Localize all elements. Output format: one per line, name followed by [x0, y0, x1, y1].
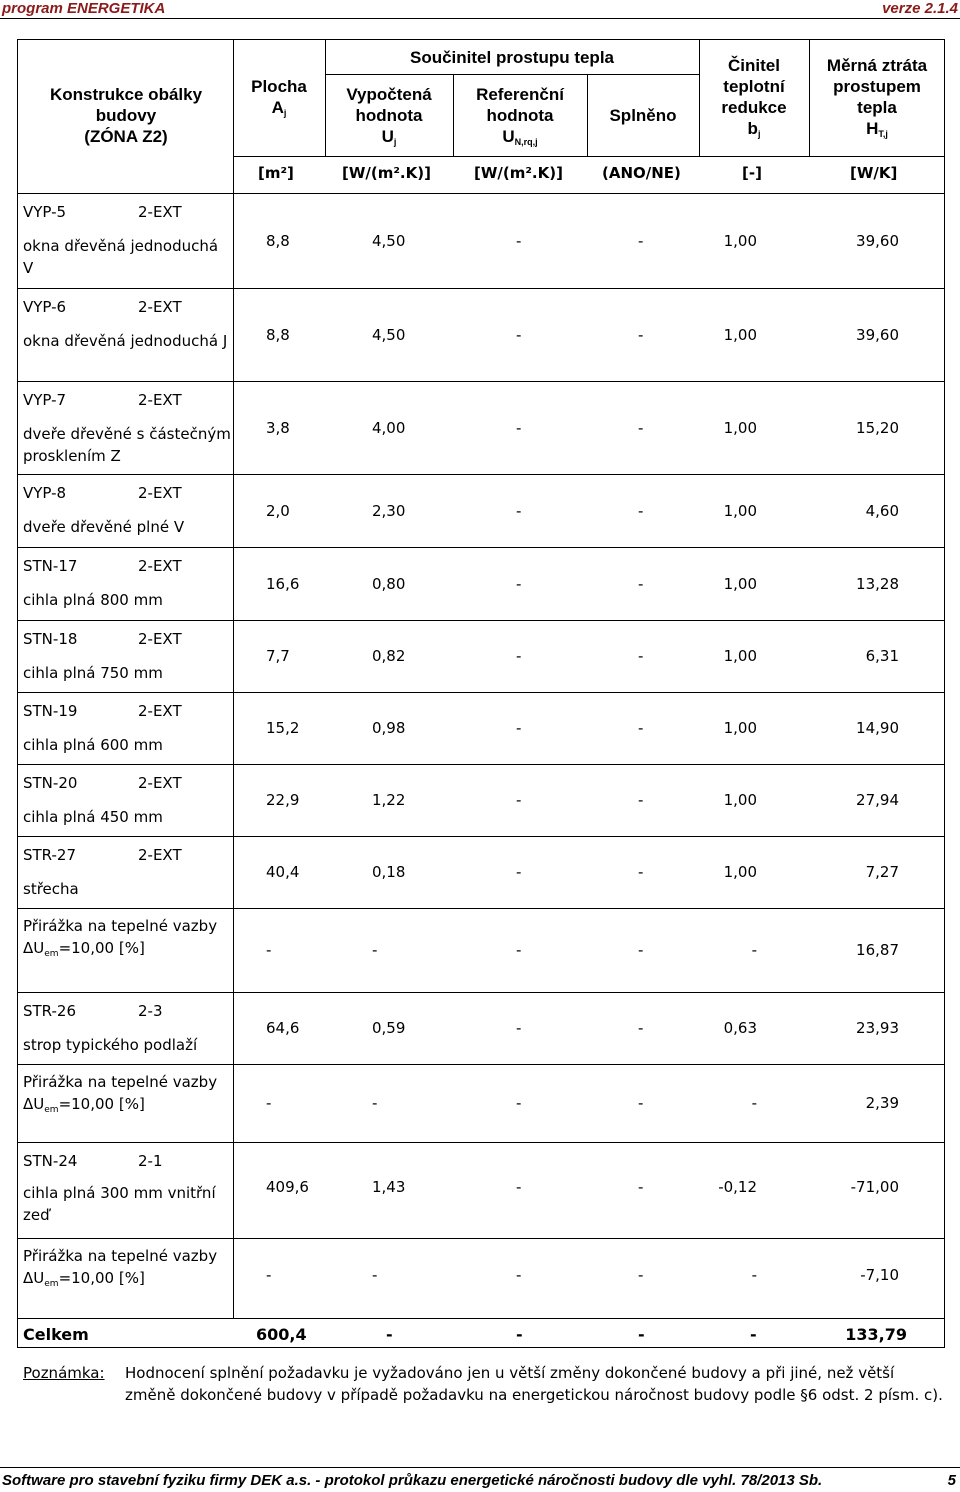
- row-area: 22,9: [266, 791, 300, 809]
- row-code: STN-24: [23, 1152, 78, 1170]
- protocol-footer-bar: [0, 1467, 960, 1492]
- total-label: Celkem: [23, 1325, 89, 1344]
- header-ref-sub: N,rq,j: [514, 137, 538, 147]
- row-description: okna dřevěná jednoduchá J: [23, 332, 228, 350]
- header-loss-l3: tepla: [857, 98, 897, 117]
- header-construction: [20, 84, 232, 147]
- row-u-ref: -: [516, 719, 522, 737]
- row-du-value: =10,00 [%]: [58, 1269, 145, 1287]
- row-area: 16,6: [266, 575, 300, 593]
- header-loss-l1: Měrná ztráta: [826, 56, 928, 75]
- header-area-sub: j: [283, 108, 287, 118]
- row-u-ref: -: [516, 1019, 522, 1037]
- row-met: -: [638, 719, 644, 737]
- row-description: cihla plná 750 mm: [23, 664, 163, 682]
- row-context: 2-EXT: [138, 298, 182, 316]
- row-u: 1,43: [372, 1178, 406, 1196]
- row-code: STR-26: [23, 1002, 76, 1020]
- row-du-sub: em: [44, 1279, 59, 1289]
- table-row: [0, 992, 945, 1064]
- row-code: STN-19: [23, 702, 78, 720]
- footer-text: Software pro stavební fyziku firmy DEK a.s. - protokol průkazu energetické náročnosti budovy dle vyhl. 78/2013 Sb.: [2, 1472, 823, 1489]
- row-met: -: [638, 1094, 644, 1112]
- row-area: 8,8: [266, 232, 290, 250]
- header-calc-l2: hodnota: [355, 106, 423, 125]
- row-factor: 1,00: [723, 791, 757, 809]
- header-factor-l3: redukce: [721, 98, 787, 117]
- table-row: [0, 474, 945, 547]
- header-factor-l1: Činitel: [728, 56, 780, 75]
- header-factor-sym: b: [747, 119, 758, 138]
- row-loss: -71,00: [850, 1178, 899, 1196]
- unit-factor: [-]: [742, 164, 762, 182]
- row-factor: -: [751, 1094, 757, 1112]
- row-factor: -: [751, 1266, 757, 1284]
- row-u: 0,18: [372, 863, 406, 881]
- row-description: [23, 1245, 233, 1295]
- grid-bottom: [17, 1347, 945, 1348]
- table-row: [0, 908, 945, 992]
- row-met: -: [638, 863, 644, 881]
- row-code: STN-18: [23, 630, 78, 648]
- row-loss: 15,20: [856, 419, 899, 437]
- row-context: 2-EXT: [138, 702, 182, 720]
- table-row: [0, 1238, 945, 1318]
- total-h: 133,79: [845, 1325, 907, 1344]
- header-ref-symbol: [454, 126, 586, 153]
- row-u-ref: -: [516, 326, 522, 344]
- grid-hdr-v4: [699, 39, 700, 156]
- grid-hdr-v3: [587, 74, 588, 156]
- row-factor: 1,00: [723, 326, 757, 344]
- row-area: 3,8: [266, 419, 290, 437]
- row-u-ref: -: [516, 941, 522, 959]
- row-code: VYP-6: [23, 298, 67, 316]
- row-context: 2-EXT: [138, 203, 182, 221]
- row-u: 0,82: [372, 647, 406, 665]
- row-u-ref: -: [516, 1266, 522, 1284]
- row-u: 4,00: [372, 419, 406, 437]
- grid-hdr-group-line: [325, 74, 699, 75]
- row-code: STR-27: [23, 846, 76, 864]
- row-description: dveře dřevěné plné V: [23, 518, 185, 536]
- header-loss-sym: H: [866, 119, 879, 138]
- unit-ref: [W/(m².K)]: [474, 164, 563, 182]
- row-loss: 16,87: [856, 941, 899, 959]
- total-u: -: [386, 1325, 393, 1344]
- row-u: 0,59: [372, 1019, 406, 1037]
- page-number: 5: [947, 1472, 956, 1489]
- row-factor: 1,00: [723, 719, 757, 737]
- header-area-symbol: [234, 97, 324, 124]
- row-u: -: [372, 1266, 378, 1284]
- grid-hdr-v2: [453, 74, 454, 156]
- row-factor: 1,00: [723, 502, 757, 520]
- header-ref-sym: U: [502, 127, 515, 146]
- header-ref: [454, 84, 586, 153]
- header-met: Splněno: [609, 106, 677, 125]
- row-loss: 27,94: [856, 791, 899, 809]
- row-loss: 13,28: [856, 575, 899, 593]
- header-group-u: Součinitel prostupu tepla: [409, 48, 614, 67]
- header-calc-symbol: [326, 126, 452, 153]
- row-u-ref: -: [516, 502, 522, 520]
- header-factor-l2: teplotní: [723, 77, 785, 96]
- row-u-ref: -: [516, 647, 522, 665]
- grid-top: [17, 39, 945, 40]
- row-area: 15,2: [266, 719, 300, 737]
- row-factor: -: [751, 941, 757, 959]
- row-context: 2-EXT: [138, 630, 182, 648]
- header-factor: [700, 55, 808, 145]
- row-du-symbol: ΔU: [23, 1095, 45, 1113]
- row-du-symbol: ΔU: [23, 939, 45, 957]
- row-area: -: [266, 1094, 272, 1112]
- unit-met: (ANO/NE): [602, 164, 681, 182]
- total-area: 600,4: [256, 1325, 307, 1344]
- header-ref-l1: Referenční: [476, 85, 564, 104]
- table-row: [0, 1142, 945, 1238]
- row-description: dveře dřevěné s částečným prosklením Z: [23, 425, 231, 465]
- row-u-ref: -: [516, 575, 522, 593]
- row-met: -: [638, 1178, 644, 1196]
- total-un: -: [516, 1325, 523, 1344]
- row-met: -: [638, 1019, 644, 1037]
- row-u-ref: -: [516, 791, 522, 809]
- program-header-bar: [0, 0, 960, 19]
- table-row: [0, 764, 945, 836]
- row-area: 8,8: [266, 326, 290, 344]
- row-area: -: [266, 941, 272, 959]
- row-factor: -0,12: [718, 1178, 757, 1196]
- row-u: 0,80: [372, 575, 406, 593]
- row-u-ref: -: [516, 1094, 522, 1112]
- row-u-ref: -: [516, 232, 522, 250]
- row-u: 4,50: [372, 326, 406, 344]
- table-row: [0, 288, 945, 381]
- row-loss: 4,60: [865, 502, 899, 520]
- row-u: -: [372, 941, 378, 959]
- row-description-text: Přirážka na tepelné vazby: [23, 1073, 218, 1091]
- row-u: 1,22: [372, 791, 406, 809]
- row-u: -: [372, 1094, 378, 1112]
- row-area: 409,6: [266, 1178, 309, 1196]
- row-context: 2-3: [138, 1002, 163, 1020]
- row-description: cihla plná 800 mm: [23, 591, 163, 609]
- row-loss: 39,60: [856, 232, 899, 250]
- row-area: 64,6: [266, 1019, 300, 1037]
- row-factor: 1,00: [723, 232, 757, 250]
- row-description: [23, 915, 233, 965]
- row-du-sub: em: [44, 1105, 59, 1115]
- row-context: 2-EXT: [138, 846, 182, 864]
- row-description: okna dřevěná jednoduchá V: [23, 237, 219, 277]
- header-loss-symbol: [810, 118, 944, 145]
- grid-hdr-v5: [809, 39, 810, 156]
- note-text: Hodnocení splnění požadavku je vyžadováno jen u větší změny dokončené budovy a při jiné, než větší změně dokončené budovy v případě požadavku na energetickou náročnost budovy podle §6 odst. 2 písm. c).: [125, 1364, 943, 1404]
- header-ref-l2: hodnota: [486, 106, 554, 125]
- row-met: -: [638, 232, 644, 250]
- row-u-ref: -: [516, 1178, 522, 1196]
- row-met: -: [638, 419, 644, 437]
- table-row: [0, 193, 945, 288]
- row-code: VYP-7: [23, 391, 67, 409]
- row-met: -: [638, 647, 644, 665]
- table-row: [0, 836, 945, 908]
- table-row: [0, 1064, 945, 1142]
- row-factor: 0,63: [723, 1019, 757, 1037]
- grid-hdr-v1: [325, 39, 326, 156]
- row-context: 2-1: [138, 1152, 163, 1170]
- row-description-text: Přirážka na tepelné vazby: [23, 1247, 218, 1265]
- row-met: -: [638, 502, 644, 520]
- unit-area: [m²]: [258, 164, 294, 182]
- row-factor: 1,00: [723, 575, 757, 593]
- table-row: [0, 620, 945, 692]
- row-context: 2-EXT: [138, 557, 182, 575]
- row-loss: 2,39: [865, 1094, 899, 1112]
- row-u: 4,50: [372, 232, 406, 250]
- header-loss-l2: prostupem: [833, 77, 921, 96]
- header-calc: [326, 84, 452, 153]
- row-du-value: =10,00 [%]: [58, 939, 145, 957]
- note-label: Poznámka:: [23, 1364, 105, 1382]
- row-code: STN-17: [23, 557, 78, 575]
- header-calc-sym: U: [381, 127, 394, 146]
- header-calc-l1: Vypočtená: [346, 85, 432, 104]
- total-row: [0, 1318, 945, 1347]
- row-met: -: [638, 941, 644, 959]
- row-met: -: [638, 791, 644, 809]
- grid-hdr-line: [233, 156, 945, 157]
- row-description: strop typického podlaží: [23, 1036, 198, 1054]
- table-row: [0, 381, 945, 474]
- total-b: -: [750, 1325, 757, 1344]
- row-factor: 1,00: [723, 647, 757, 665]
- row-loss: 7,27: [865, 863, 899, 881]
- row-loss: 39,60: [856, 326, 899, 344]
- row-code: VYP-8: [23, 484, 67, 502]
- row-area: 40,4: [266, 863, 300, 881]
- row-du-symbol: ΔU: [23, 1269, 45, 1287]
- program-name: program ENERGETIKA: [2, 0, 166, 17]
- row-area: -: [266, 1266, 272, 1284]
- row-loss: 6,31: [865, 647, 899, 665]
- header-calc-sub: j: [393, 137, 397, 147]
- row-context: 2-EXT: [138, 484, 182, 502]
- row-u-ref: -: [516, 863, 522, 881]
- row-code: VYP-5: [23, 203, 67, 221]
- row-factor: 1,00: [723, 863, 757, 881]
- row-code: STN-20: [23, 774, 78, 792]
- row-description: cihla plná 300 mm vnitřní zeď: [23, 1184, 216, 1224]
- row-description: cihla plná 600 mm: [23, 736, 163, 754]
- row-description: střecha: [23, 880, 79, 898]
- row-loss: 23,93: [856, 1019, 899, 1037]
- row-loss: 14,90: [856, 719, 899, 737]
- header-loss-sub: T,j: [878, 129, 888, 139]
- row-context: 2-EXT: [138, 774, 182, 792]
- header-construction-line1: Konstrukce obálky: [49, 85, 203, 104]
- row-du-sub: em: [44, 949, 59, 959]
- header-factor-symbol: [700, 118, 808, 145]
- header-loss: [810, 55, 944, 145]
- header-area-sym: A: [271, 98, 284, 117]
- row-factor: 1,00: [723, 419, 757, 437]
- row-met: -: [638, 326, 644, 344]
- row-du-value: =10,00 [%]: [58, 1095, 145, 1113]
- row-met: -: [638, 1266, 644, 1284]
- row-context: 2-EXT: [138, 391, 182, 409]
- header-construction-line3: (ZÓNA Z2): [84, 127, 168, 146]
- header-area: [234, 76, 324, 124]
- header-area-label: Plocha: [251, 77, 307, 96]
- row-u-ref: -: [516, 419, 522, 437]
- row-met: -: [638, 575, 644, 593]
- unit-loss: [W/K]: [850, 164, 898, 182]
- row-area: 7,7: [266, 647, 290, 665]
- row-loss: -7,10: [860, 1266, 899, 1284]
- total-ok: -: [638, 1325, 645, 1344]
- row-area: 2,0: [266, 502, 290, 520]
- unit-calc: [W/(m².K)]: [342, 164, 431, 182]
- row-u: 2,30: [372, 502, 406, 520]
- row-description-text: Přirážka na tepelné vazby: [23, 917, 218, 935]
- program-version: verze 2.1.4: [882, 0, 958, 17]
- row-description: cihla plná 450 mm: [23, 808, 163, 826]
- row-u: 0,98: [372, 719, 406, 737]
- row-description: [23, 1071, 233, 1121]
- table-row: [0, 692, 945, 764]
- header-factor-sub: j: [757, 129, 761, 139]
- table-row: [0, 547, 945, 620]
- header-construction-line2: budovy: [95, 106, 157, 125]
